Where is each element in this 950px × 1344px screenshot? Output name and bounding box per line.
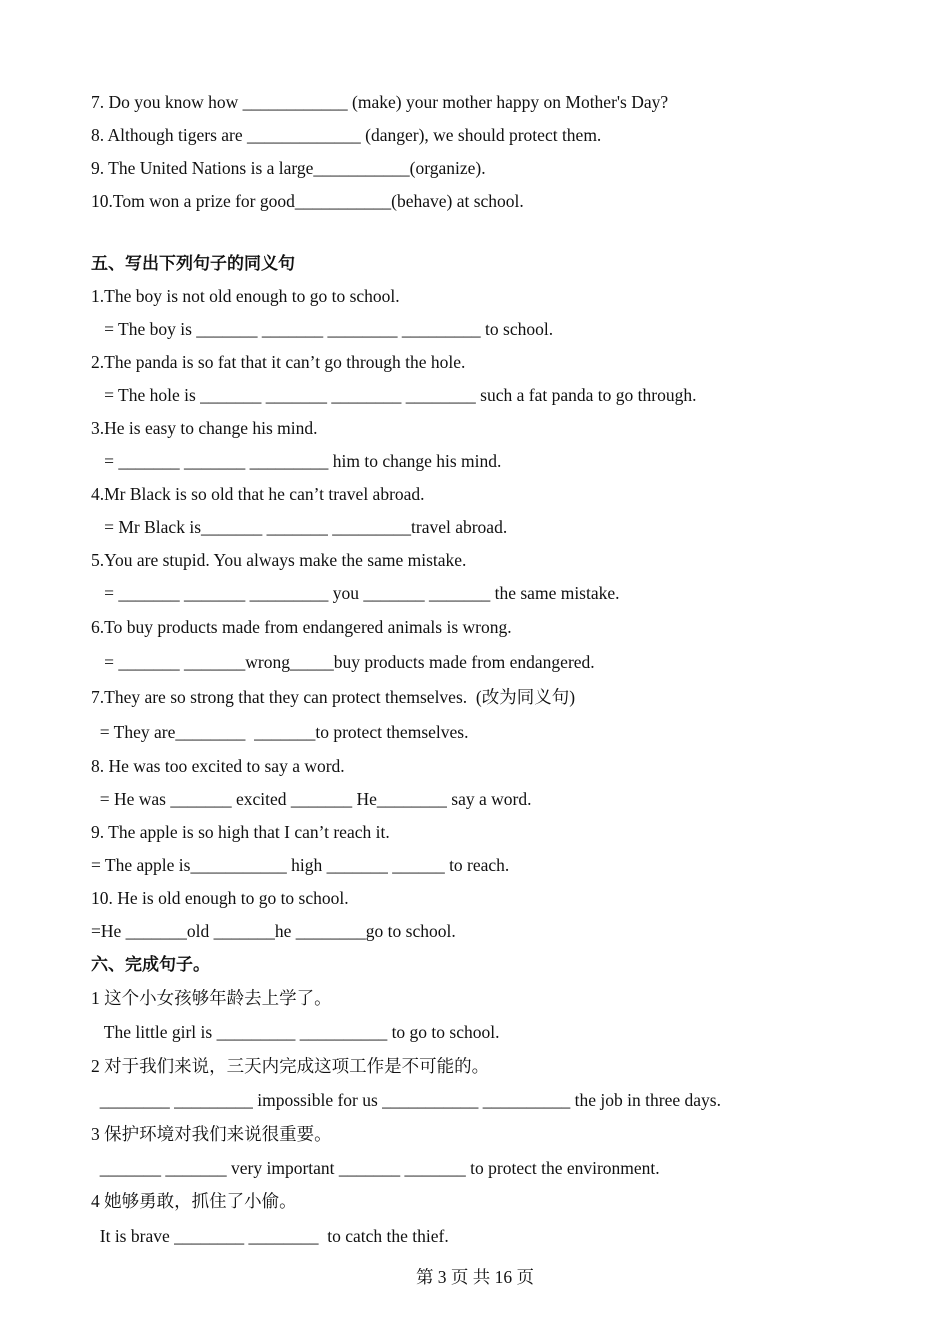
exercise-line: 2.The panda is so fat that it can’t go through the hole. — [91, 352, 466, 372]
answer-line: = _______ _______ _________ him to change his mind. — [91, 451, 502, 471]
exercise-line: 7.They are so strong that they can protect themselves. (改为同义句) — [91, 687, 576, 707]
answer-line: = The boy is _______ _______ ________ _________ to school. — [91, 319, 554, 339]
section-heading: 六、完成句子。 — [91, 955, 210, 975]
exercise-line: 6.To buy products made from endangered animals is wrong. — [91, 617, 512, 637]
answer-line: =He _______old _______he ________go to school. — [91, 921, 456, 941]
answer-line: = _______ _______ _________ you _______ _______ the same mistake. — [91, 583, 620, 603]
exercise-line: 1 这个小女孩够年龄去上学了。 — [91, 988, 332, 1008]
answer-line: _______ _______ very important _______ _______ to protect the environment. — [91, 1158, 660, 1178]
answer-line: = Mr Black is_______ _______ _________travel abroad. — [91, 517, 508, 537]
answer-line: = The hole is _______ _______ ________ ________ such a fat panda to go through. — [91, 385, 697, 405]
exercise-line: 7. Do you know how ____________ (make) your mother happy on Mother's Day? — [91, 92, 669, 112]
exercise-line: 2 对于我们来说，三天内完成这项工作是不可能的。 — [91, 1056, 490, 1076]
exercise-line: 9. The United Nations is a large___________(organize). — [91, 158, 486, 178]
exercise-line: 10. He is old enough to go to school. — [91, 888, 349, 908]
exercise-line: 8. Although tigers are _____________ (danger), we should protect them. — [91, 125, 602, 145]
exercise-line: 1.The boy is not old enough to go to school. — [91, 286, 400, 306]
answer-line: = He was _______ excited _______ He________ say a word. — [91, 789, 532, 809]
exercise-line: 5.You are stupid. You always make the same mistake. — [91, 550, 467, 570]
section-heading: 五、写出下列句子的同义句 — [91, 254, 295, 274]
answer-line: It is brave ________ ________ to catch the thief. — [91, 1226, 449, 1246]
exercise-line: 8. He was too excited to say a word. — [91, 756, 345, 776]
answer-line: = The apple is___________ high _______ ______ to reach. — [91, 855, 510, 875]
exercise-line: 4.Mr Black is so old that he can’t travel abroad. — [91, 484, 425, 504]
answer-line: = They are________ _______to protect themselves. — [91, 722, 469, 742]
answer-line: ________ _________ impossible for us ___________ __________ the job in three days. — [91, 1090, 721, 1110]
exercise-line: 3 保护环境对我们来说很重要。 — [91, 1124, 332, 1144]
answer-line: The little girl is _________ __________ to go to school. — [91, 1022, 500, 1042]
exercise-line: 10.Tom won a prize for good___________(behave) at school. — [91, 191, 524, 211]
exercise-line: 9. The apple is so high that I can’t reach it. — [91, 822, 390, 842]
exercise-line: 3.He is easy to change his mind. — [91, 418, 318, 438]
answer-line: = _______ _______wrong_____buy products made from endangered. — [91, 652, 595, 672]
exercise-line: 4 她够勇敢，抓住了小偷。 — [91, 1191, 297, 1211]
page-number-footer: 第 3 页 共 16 页 — [415, 1267, 535, 1287]
